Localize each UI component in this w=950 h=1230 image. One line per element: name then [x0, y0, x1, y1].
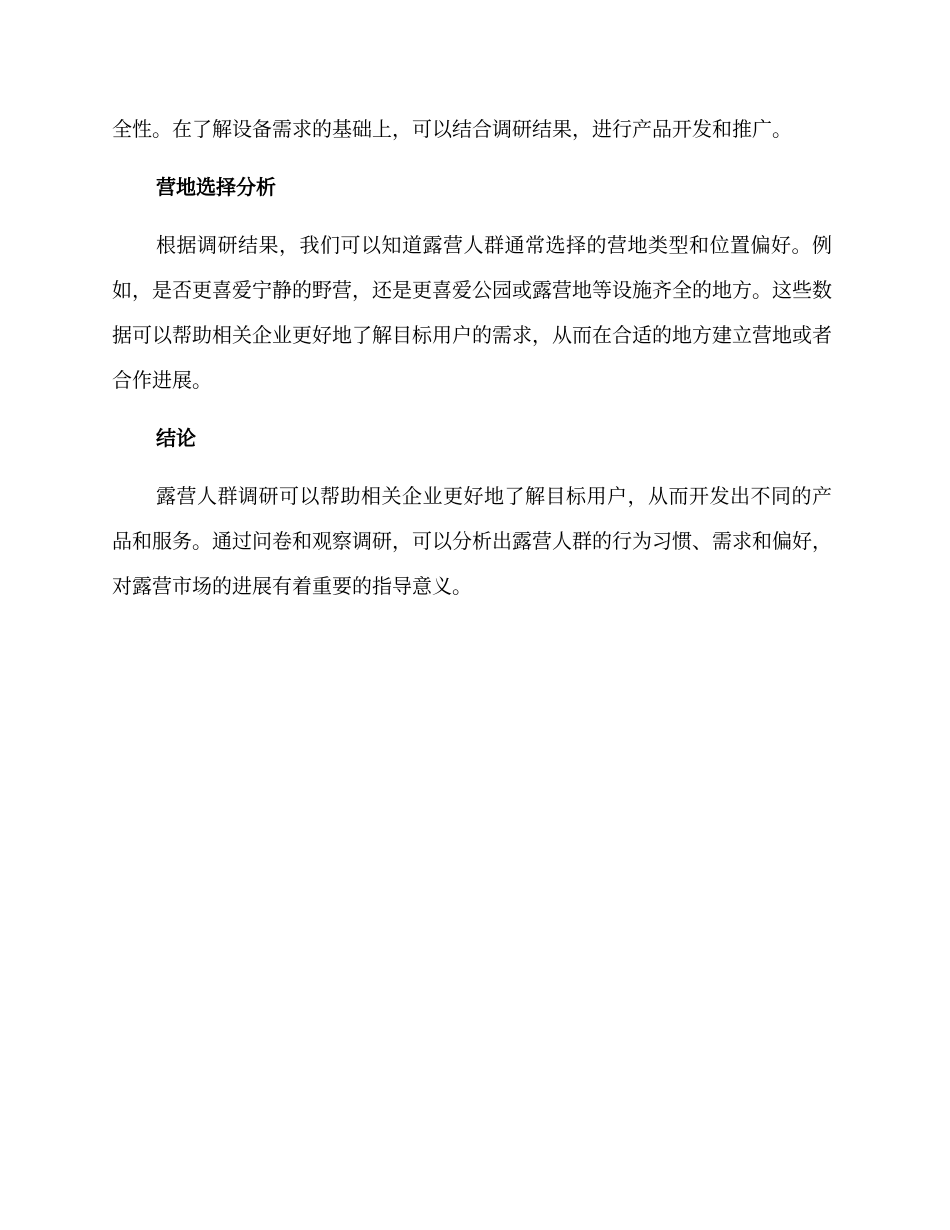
- section-heading-campsite-selection: 营地选择分析: [156, 175, 276, 199]
- section-heading-conclusion: 结论: [156, 426, 196, 450]
- document-page: [112, 107, 832, 609]
- intro-paragraph: 全性。在了解设备需求的基础上，可以结合调研结果，进行产品开发和推广。: [112, 117, 792, 141]
- section-paragraph-conclusion: 露营人群调研可以帮助相关企业更好地了解目标用户，从而开发出不同的产品和服务。通过问卷和观察调研，可以分析出露营人群的行为习惯、需求和偏好，对露营市场的进展有着重要的指导意义。: [112, 484, 832, 598]
- section-paragraph-campsite-selection: 根据调研结果，我们可以知道露营人群通常选择的营地类型和位置偏好。例如，是否更喜爱宁静的野营，还是更喜爱公园或露营地等设施齐全的地方。这些数据可以帮助相关企业更好地了解目标用户的需求，从而在合适的地方建立营地或者合作进展。: [112, 233, 832, 392]
